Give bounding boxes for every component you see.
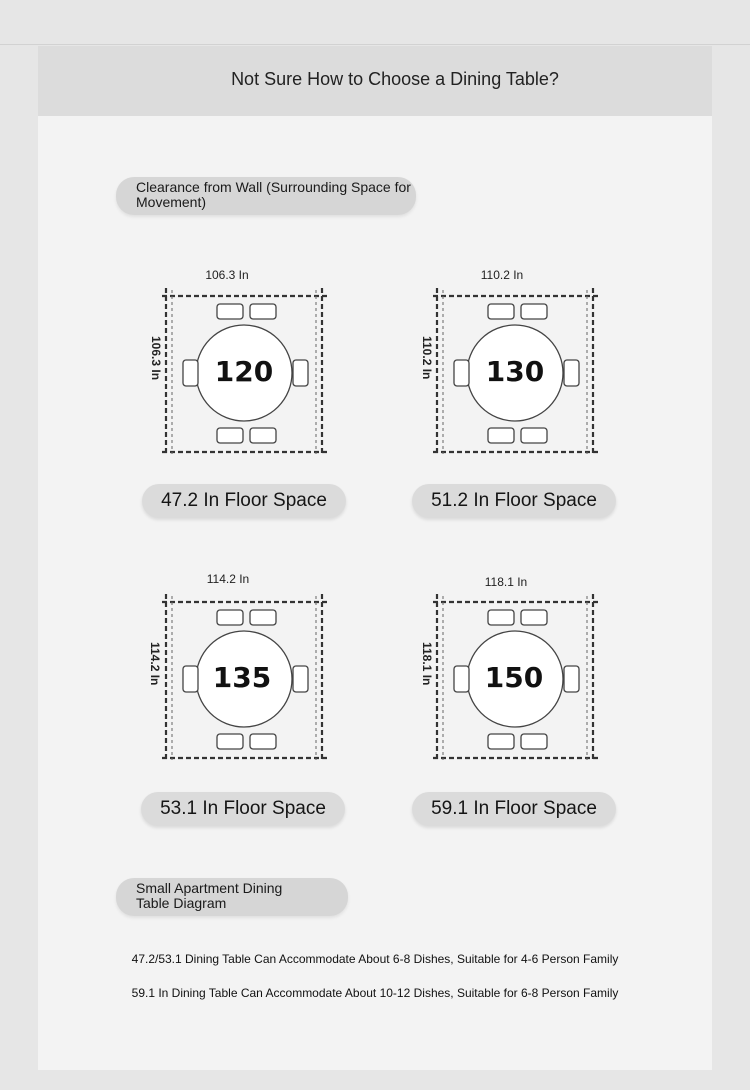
chair-icon: [521, 734, 547, 749]
chair-icon: [564, 360, 579, 386]
chair-icon: [488, 610, 514, 625]
chair-icon: [521, 610, 547, 625]
table-size-label: 120: [214, 355, 274, 388]
floor-space-badge: 59.1 In Floor Space: [412, 792, 616, 826]
chair-icon: [293, 666, 308, 692]
side-dimension-label: 110.2 In: [420, 336, 434, 380]
chair-icon: [217, 428, 243, 443]
top-dimension-label: 106.3 In: [205, 268, 249, 282]
chair-icon: [488, 734, 514, 749]
chair-icon: [564, 666, 579, 692]
clearance-label-line1: Clearance from Wall (Surrounding Space for: [136, 179, 411, 195]
apartment-label-line2: Table Diagram: [136, 895, 227, 911]
chair-icon: [521, 428, 547, 443]
chair-icon: [488, 428, 514, 443]
side-dimension-label: 118.1 In: [420, 642, 434, 686]
floor-space-badge: 51.2 In Floor Space: [412, 484, 616, 518]
chair-icon: [293, 360, 308, 386]
table-size-label: 130: [485, 355, 545, 388]
chair-icon: [250, 610, 276, 625]
side-dimension-label: 114.2 In: [148, 642, 162, 686]
note-text: 59.1 In Dining Table Can Accommodate About 10-12 Dishes, Suitable for 6-8 Person Family: [131, 986, 619, 1000]
chair-icon: [217, 734, 243, 749]
top-dimension-label: 114.2 In: [206, 572, 250, 586]
side-dimension-label: 106.3 In: [149, 336, 163, 381]
chair-icon: [217, 610, 243, 625]
page-title: Not Sure How to Choose a Dining Table?: [231, 69, 559, 89]
top-dimension-label: 110.2 In: [480, 268, 524, 282]
table-size-label: 135: [212, 661, 272, 694]
content-panel: [38, 46, 712, 1070]
chair-icon: [521, 304, 547, 319]
floor-space-badge: 53.1 In Floor Space: [141, 792, 345, 826]
top-divider: [0, 44, 750, 45]
chair-icon: [250, 428, 276, 443]
top-dimension-label: 118.1 In: [484, 575, 528, 589]
clearance-label-line2: Movement): [136, 194, 207, 210]
note-text: 47.2/53.1 Dining Table Can Accommodate About 6-8 Dishes, Suitable for 4-6 Person Family: [131, 952, 619, 966]
floor-space-badge: 47.2 In Floor Space: [142, 484, 346, 518]
apartment-section-label: [116, 878, 348, 916]
chair-icon: [217, 304, 243, 319]
clearance-section-label: [116, 177, 416, 215]
table-size-label: 150: [484, 661, 544, 694]
apartment-label-line1: Small Apartment Dining: [136, 880, 283, 896]
chair-icon: [488, 304, 514, 319]
chair-icon: [250, 734, 276, 749]
chair-icon: [250, 304, 276, 319]
